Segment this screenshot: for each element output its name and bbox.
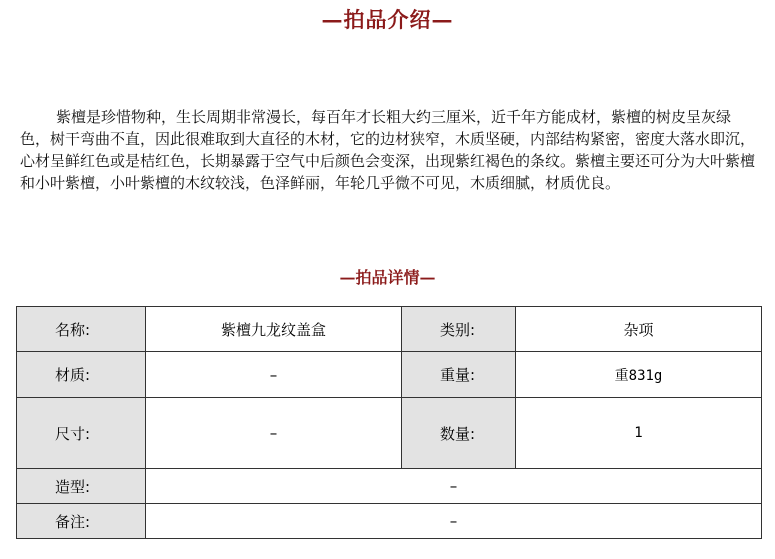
note-value: – [146, 504, 762, 539]
table-row [17, 504, 762, 539]
table-row [17, 469, 762, 504]
quantity-label: 数量: [402, 398, 516, 469]
category-value: 杂项 [516, 307, 762, 352]
shape-label: 造型: [17, 469, 146, 504]
shape-value: – [146, 469, 762, 504]
quantity-value: 1 [516, 398, 762, 469]
table-row [17, 307, 762, 352]
table-row [17, 352, 762, 398]
intro-section-title: —拍品介绍— [321, 7, 454, 32]
weight-label: 重量: [402, 352, 516, 398]
name-value: 紫檀九龙纹盖盒 [146, 307, 402, 352]
name-label: 名称: [17, 307, 146, 352]
note-label: 备注: [17, 504, 146, 539]
table-row [17, 398, 762, 469]
material-label: 材质: [17, 352, 146, 398]
size-label: 尺寸: [17, 398, 146, 469]
details-table [16, 306, 762, 539]
category-label: 类别: [402, 307, 516, 352]
material-value: – [146, 352, 402, 398]
size-value: – [146, 398, 402, 469]
weight-value: 重831g [516, 352, 762, 398]
details-section-title: —拍品详情— [339, 268, 436, 287]
intro-paragraph: 紫檀是珍惜物种，生长周期非常漫长，每百年才长粗大约三厘米，近千年方能成材，紫檀的树皮呈灰绿色，树干弯曲不直，因此很难取到大直径的木材，它的边材狭窄，木质坚硬，内部结构紧密，密度大落水即沉，心材呈鲜红色或是桔红色，长期暴露于空气中后颜色会变深，出现紫红褐色的条纹。紫檀主要还可分为大叶紫檀和小叶紫檀，小叶紫檀的木纹较浅，色泽鲜丽，年轮几乎微不可见，木质细腻，材质优良。 [20, 108, 756, 192]
